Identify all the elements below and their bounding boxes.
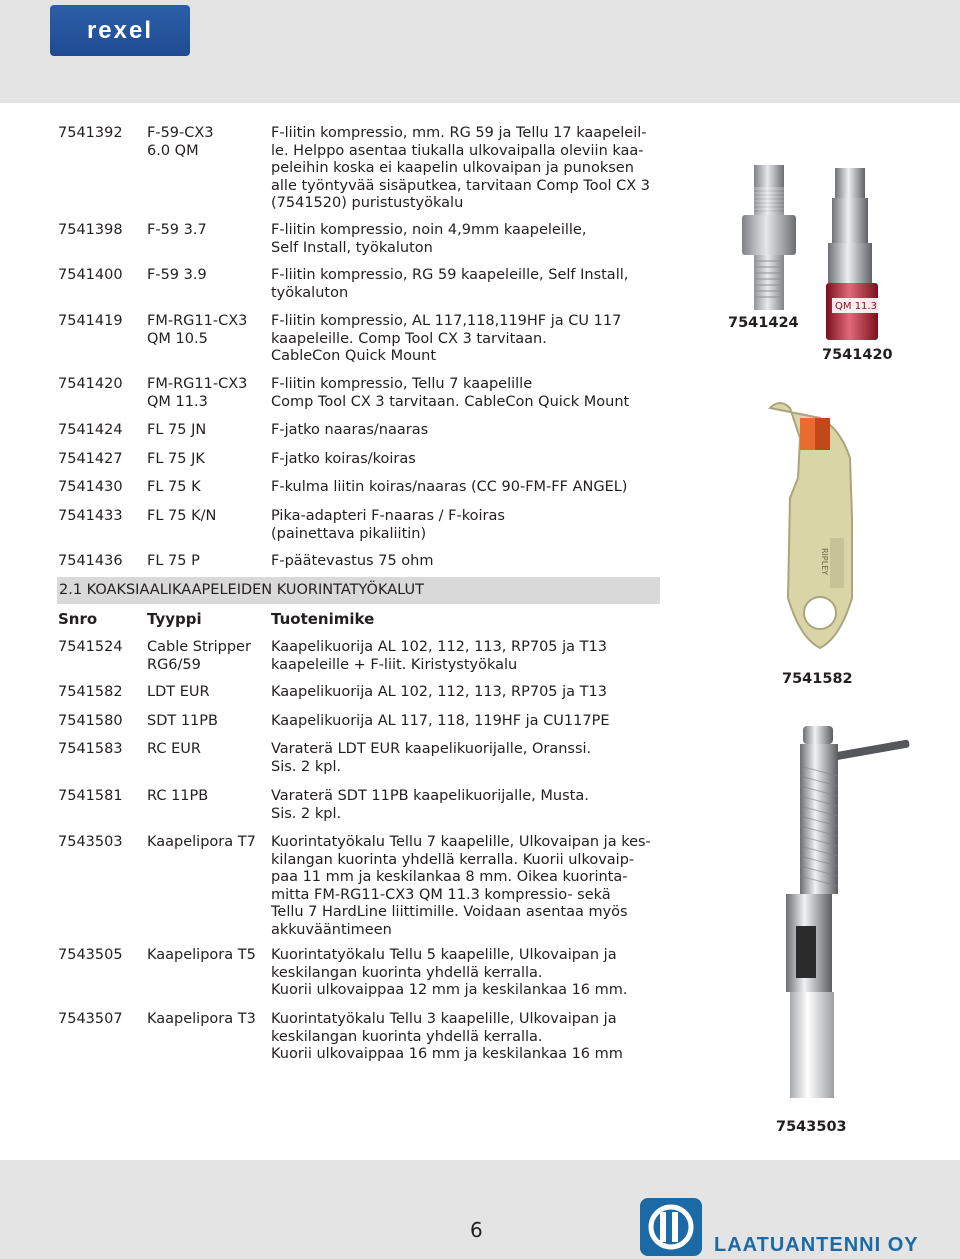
row-snro: 7541420: [58, 376, 123, 392]
header-tuotenimike: Tuotenimike: [271, 610, 375, 628]
row-description: F-liitin kompressio, Tellu 7 kaapelille Comp Tool CX 3 tarvitaan. CableCon Quick Mount: [271, 376, 630, 410]
row-snro: 7541430: [58, 479, 123, 495]
row-snro: 7541419: [58, 313, 123, 329]
row-description: F-jatko koiras/koiras: [271, 451, 416, 467]
row-snro: 7543507: [58, 1011, 123, 1027]
row-snro: 7541433: [58, 508, 123, 524]
rexel-logo-text: rexel: [86, 16, 154, 44]
row-snro: 7541581: [58, 788, 123, 804]
row-description: Kaapelikuorija AL 102, 112, 113, RP705 ja T13: [271, 684, 607, 700]
row-type: FL 75 K: [147, 479, 201, 495]
section-heading: 2.1 KOAKSIAALIKAAPELEIDEN KUORINTATYÖKALUT: [57, 577, 660, 604]
row-snro: 7541583: [58, 741, 123, 757]
photo-label: 7541424: [728, 315, 799, 331]
row-snro: 7541524: [58, 639, 123, 655]
connector-fl75jn-photo: [738, 165, 800, 310]
laatuantenni-logo: [640, 1198, 702, 1256]
row-description: Kuorintatyökalu Tellu 5 kaapelille, Ulkovaipan ja keskilangan kuorinta yhdellä kerralla. Kuorii ulkovaippaa 12 mm ja keskilankaa 16 mm.: [271, 947, 628, 998]
connector-marking: QM 11.3: [835, 301, 877, 312]
footer-company: LAATUANTENNI OY: [714, 1234, 919, 1256]
row-description: Pika-adapteri F-naaras / F-koiras (painettava pikaliitin): [271, 508, 505, 542]
row-type: Cable Stripper RG6/59: [147, 639, 251, 673]
row-type: Kaapelipora T3: [147, 1011, 256, 1027]
row-type: RC 11PB: [147, 788, 209, 804]
row-type: F-59 3.9: [147, 267, 207, 283]
row-snro: 7541400: [58, 267, 123, 283]
svg-text:RIPLEY: RIPLEY: [820, 548, 829, 576]
row-type: FM-RG11-CX3 QM 11.3: [147, 376, 248, 410]
row-description: Kuorintatyökalu Tellu 3 kaapelille, Ulkovaipan ja keskilangan kuorinta yhdellä kerralla. Kuorii ulkovaippaa 16 mm ja keskilankaa 16 mm: [271, 1011, 623, 1062]
row-type: LDT EUR: [147, 684, 210, 700]
row-description: Kuorintatyökalu Tellu 7 kaapelille, Ulkovaipan ja kes- kilangan kuorinta yhdellä kerralla. Kuorii ulkovaip- paa 11 mm ja keskilankaa 8 mm. Oikea kuorinta- mitta FM-RG11-CX3 QM 11.3 kompressio- sekä Tellu 7 HardLine liittimille. Voidaan asentaa myös akkuvääntimeen: [271, 834, 651, 938]
row-description: F-liitin kompressio, AL 117,118,119HF ja CU 117 kaapeleille. Comp Tool CX 3 tarvitaan. CableCon Quick Mount: [271, 313, 622, 364]
row-type: F-59-CX3 6.0 QM: [147, 125, 214, 159]
row-description: Varaterä LDT EUR kaapelikuorijalle, Oranssi. Sis. 2 kpl.: [271, 741, 592, 775]
row-type: Kaapelipora T5: [147, 947, 256, 963]
row-type: FL 75 P: [147, 553, 200, 569]
row-description: F-kulma liitin koiras/naaras (CC 90-FM-FF ANGEL): [271, 479, 628, 495]
photo-label: 7541420: [822, 347, 893, 363]
row-snro: 7541580: [58, 713, 123, 729]
row-snro: 7541392: [58, 125, 123, 141]
page-number: 6: [470, 1218, 483, 1242]
cable-stripper-photo: [760, 398, 880, 666]
row-description: Kaapelikuorija AL 102, 112, 113, RP705 ja T13 kaapeleille + F-liit. Kiristystyökalu: [271, 639, 607, 673]
row-description: F-päätevastus 75 ohm: [271, 553, 434, 569]
row-type: F-59 3.7: [147, 222, 207, 238]
row-type: FL 75 JK: [147, 451, 205, 467]
header-tyyppi: Tyyppi: [147, 610, 202, 628]
row-snro: 7543505: [58, 947, 123, 963]
row-snro: 7543503: [58, 834, 123, 850]
rexel-logo: [50, 5, 190, 56]
row-type: FL 75 K/N: [147, 508, 217, 524]
row-snro: 7541436: [58, 553, 123, 569]
row-type: SDT 11PB: [147, 713, 218, 729]
row-snro: 7541427: [58, 451, 123, 467]
photo-label: 7541582: [782, 671, 853, 687]
connector-qm113-photo: [820, 168, 885, 340]
row-snro: 7541424: [58, 422, 123, 438]
row-description: F-liitin kompressio, mm. RG 59 ja Tellu 17 kaapeleil- le. Helppo asentaa tiukalla ulkovaipalla oleviin kaa- peleihin koska ei kaapelin ulkovaipan ja punoksen alle työntyvää sisäputkea, tarvitaan Comp Tool CX 3 (7541520) puristustyökalu: [271, 125, 651, 211]
row-type: FM-RG11-CX3 QM 10.5: [147, 313, 248, 347]
row-description: F-jatko naaras/naaras: [271, 422, 429, 438]
photo-label: 7543503: [776, 1119, 847, 1135]
cable-drill-photo: [768, 726, 910, 1098]
row-description: Kaapelikuorija AL 117, 118, 119HF ja CU117PE: [271, 713, 610, 729]
header-snro: Snro: [58, 610, 98, 628]
row-description: Varaterä SDT 11PB kaapelikuorijalle, Musta. Sis. 2 kpl.: [271, 788, 589, 822]
header-band: [0, 0, 960, 103]
row-type: FL 75 JN: [147, 422, 207, 438]
row-type: RC EUR: [147, 741, 201, 757]
row-snro: 7541398: [58, 222, 123, 238]
row-description: F-liitin kompressio, RG 59 kaapeleille, Self Install, työkaluton: [271, 267, 629, 301]
row-type: Kaapelipora T7: [147, 834, 256, 850]
row-description: F-liitin kompressio, noin 4,9mm kaapeleille, Self Install, työkaluton: [271, 222, 587, 256]
row-snro: 7541582: [58, 684, 123, 700]
